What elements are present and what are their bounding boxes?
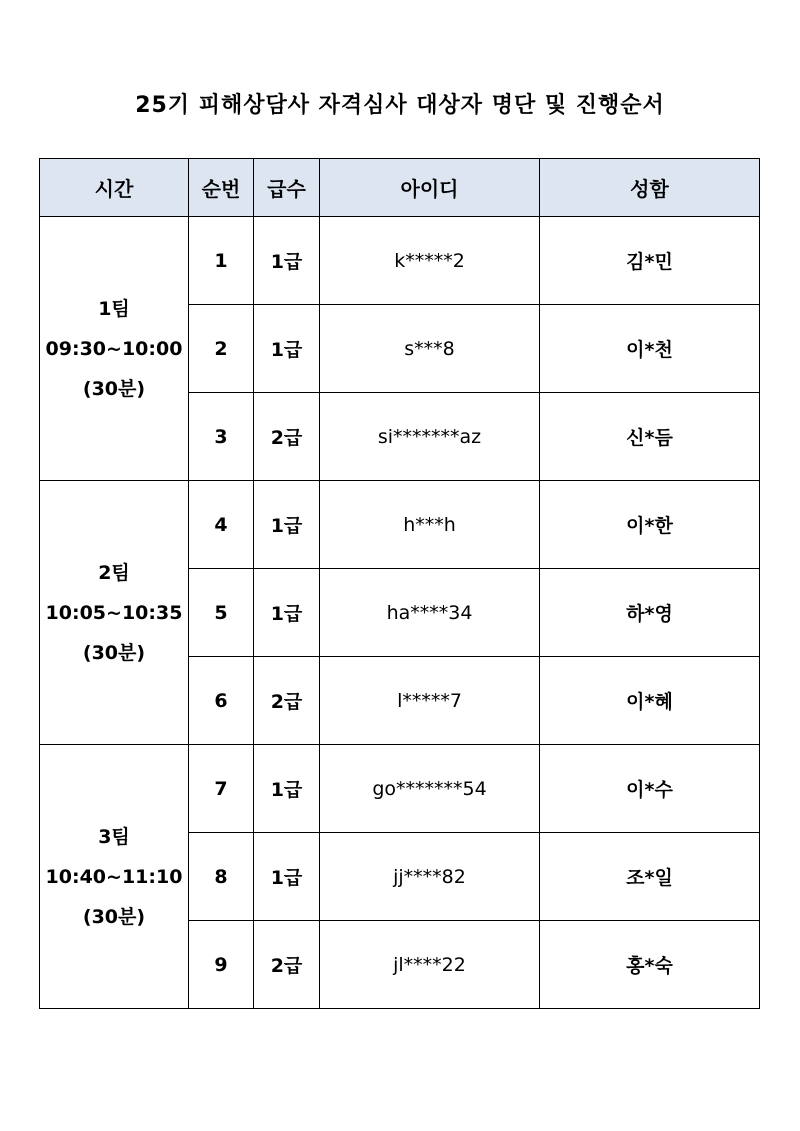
seq-cell: 9 bbox=[189, 921, 254, 1009]
header-userid: 아이디 bbox=[320, 159, 540, 217]
seq-cell: 5 bbox=[189, 569, 254, 657]
seq-cell: 7 bbox=[189, 745, 254, 833]
grade-cell: 1급 bbox=[254, 217, 320, 305]
name-cell: 하*영 bbox=[540, 569, 760, 657]
grade-cell: 2급 bbox=[254, 657, 320, 745]
seq-cell: 8 bbox=[189, 833, 254, 921]
header-time: 시간 bbox=[40, 159, 189, 217]
userid-cell: l*****7 bbox=[320, 657, 540, 745]
userid-cell: jl****22 bbox=[320, 921, 540, 1009]
team-duration: (30분) bbox=[82, 905, 146, 928]
name-cell: 이*혜 bbox=[540, 657, 760, 745]
name-cell: 이*한 bbox=[540, 481, 760, 569]
header-row bbox=[40, 159, 760, 217]
seq-cell: 4 bbox=[189, 481, 254, 569]
team-duration: (30분) bbox=[82, 377, 146, 400]
userid-cell: h***h bbox=[320, 481, 540, 569]
userid-cell: go*******54 bbox=[320, 745, 540, 833]
team-label: 1팀 bbox=[98, 297, 130, 320]
name-cell: 김*민 bbox=[540, 217, 760, 305]
grade-cell: 2급 bbox=[254, 393, 320, 481]
team-time: 10:40~11:10 bbox=[45, 865, 183, 888]
grade-cell: 1급 bbox=[254, 833, 320, 921]
userid-cell: ha****34 bbox=[320, 569, 540, 657]
team-time: 10:05~10:35 bbox=[45, 601, 183, 624]
seq-cell: 1 bbox=[189, 217, 254, 305]
table-row bbox=[40, 217, 760, 305]
team-duration: (30분) bbox=[82, 641, 146, 664]
userid-cell: k*****2 bbox=[320, 217, 540, 305]
table-row bbox=[40, 481, 760, 569]
seq-cell: 3 bbox=[189, 393, 254, 481]
team-time: 09:30~10:00 bbox=[45, 337, 183, 360]
team-time-cell bbox=[40, 745, 189, 1009]
name-cell: 조*일 bbox=[540, 833, 760, 921]
userid-cell: jj****82 bbox=[320, 833, 540, 921]
table-row bbox=[40, 745, 760, 833]
userid-cell: si*******az bbox=[320, 393, 540, 481]
header-grade: 급수 bbox=[254, 159, 320, 217]
name-cell: 이*천 bbox=[540, 305, 760, 393]
team-time-cell bbox=[40, 217, 189, 481]
grade-cell: 2급 bbox=[254, 921, 320, 1009]
name-cell: 이*수 bbox=[540, 745, 760, 833]
userid-cell: s***8 bbox=[320, 305, 540, 393]
grade-cell: 1급 bbox=[254, 481, 320, 569]
team-label: 3팀 bbox=[98, 825, 130, 848]
grade-cell: 1급 bbox=[254, 745, 320, 833]
name-cell: 홍*숙 bbox=[540, 921, 760, 1009]
team-time-cell bbox=[40, 481, 189, 745]
seq-cell: 6 bbox=[189, 657, 254, 745]
header-seq: 순번 bbox=[189, 159, 254, 217]
seq-cell: 2 bbox=[189, 305, 254, 393]
team-label: 2팀 bbox=[98, 561, 130, 584]
roster-table bbox=[39, 158, 760, 1009]
header-name: 성함 bbox=[540, 159, 760, 217]
name-cell: 신*듬 bbox=[540, 393, 760, 481]
document-title: 25기 피해상담사 자격심사 대상자 명단 및 진행순서 bbox=[135, 93, 665, 118]
grade-cell: 1급 bbox=[254, 569, 320, 657]
grade-cell: 1급 bbox=[254, 305, 320, 393]
